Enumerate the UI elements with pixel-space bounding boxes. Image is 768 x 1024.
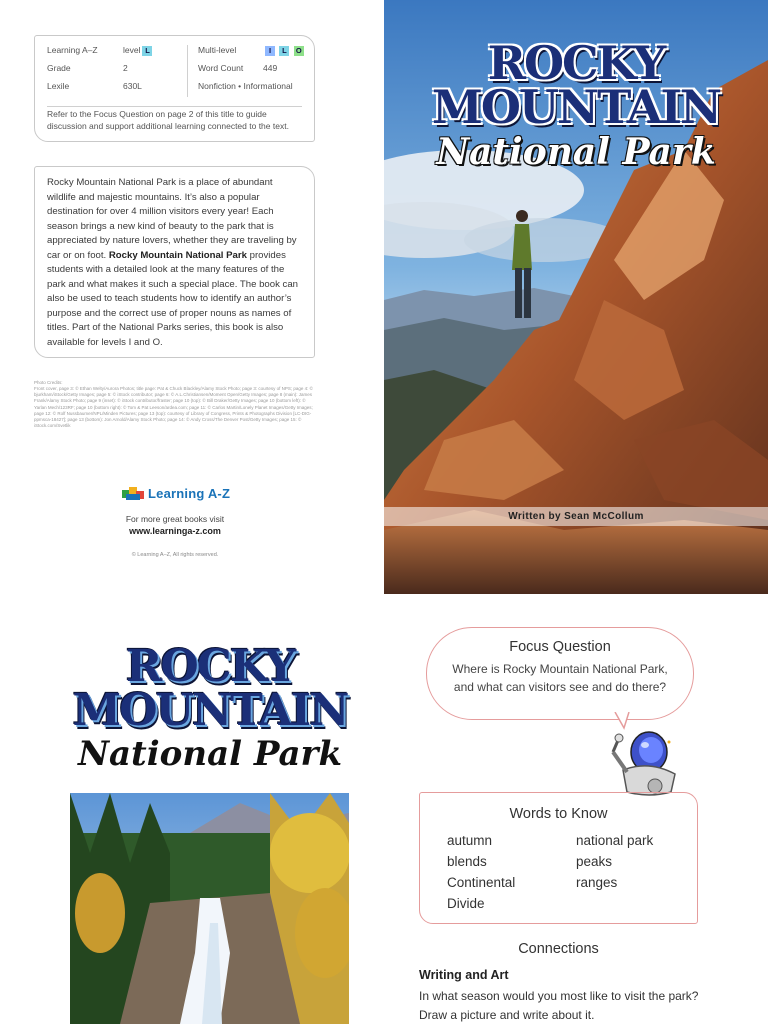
focus-question-line-2: and what can visitors see and do there?: [453, 680, 667, 694]
info-label-wordcount: Word Count: [198, 63, 244, 73]
description-card: [34, 166, 315, 358]
cover-author: Written by Sean McCollum: [384, 507, 768, 526]
description-text-1: Rocky Mountain National Park is a place of abundant wildlife and majestic mountains. It’s also a popular destination for over 4 million visitors every year! Each season brings a new kind of beauty to the park that is appreciated by nature lovers, whether they are traveling by car or on foot.: [47, 177, 297, 261]
connections-title: Connections: [518, 941, 599, 957]
photo-credits: Front cover, page 3: © Ethan Welty/Aurora Photos; title page: Pat & Chuck Blackley/Alamy Stock Photo; page 3: courtesy of NPS; page 4: © bjurkham/iStock/Getty Images; page 5: © iStock contributor; page 6: © A.L.Christiansen/Moment Open/Getty Images; page 8 (main): James Frank/Alamy Stock Photo; page 9 (inset): © iStock contributor/fraster; page 10 (top): © Bill Draker/Getty Images; page 10 (bottom left): © Yarlan Mech/123RF; page 10 (bottom right): © Tom & Pat Leeson/ardea.com; page 11: © Carlos Martin/Lonely Planet Images/Getty Images; page 12: © Rolf Nussbaumer/NPL/Minden Pictures; page 13 (top): courtesy of Library of Congress, Prints & Photographs Division [LC-DIG-ppmsca-18427]; page 13 (bottom): Jon Arnold/Alamy Stock Photo; page 14: © Andy Cross/The Denver Post/Getty Images; page 15: © iStock.com/Svetlik: [34, 386, 313, 429]
focus-question-text: [427, 660, 693, 696]
focus-question-title: Focus Question: [509, 639, 611, 655]
info-value-lexile: 630L: [123, 81, 142, 91]
copyright: © Learning A–Z, All rights reserved.: [131, 552, 219, 558]
word-item: peaks: [576, 854, 613, 869]
waterfall-photo-art: [70, 793, 349, 1024]
speech-bubble-tail: [614, 712, 632, 730]
description-text-2: provides students with a detailed look at the many features of the park and what makes it such a special place. The book can also be used to teach students how to identify an author’s purpose and the correct use of proper nouns as names of titles. Part of the National Parks series, this book is also available for levels I and O.: [47, 249, 299, 348]
level-badge-l: L: [142, 46, 152, 56]
cover-title-mountain: MOUNTAIN: [431, 80, 721, 134]
info-label-learning-az: Learning A–Z: [47, 45, 98, 55]
learning-az-logo-text: Learning A-Z: [148, 486, 231, 501]
focus-note: Refer to the Focus Question on page 2 of this title to guide discussion and support additional learning connected to the text.: [47, 109, 289, 131]
info-value-grade: 2: [123, 63, 128, 73]
title-page-mountain: MOUNTAIN: [72, 685, 348, 736]
word-item: autumn: [447, 833, 493, 848]
learning-az-logo-icon: [122, 487, 144, 501]
level-badge-o: O: [294, 46, 304, 56]
book-info-grid: [47, 45, 302, 101]
level-badge-i: I: [265, 46, 275, 56]
photo-credits-label: Photo Credits:: [34, 380, 63, 385]
info-level: [123, 45, 152, 56]
waterfall-photo: [70, 793, 349, 1024]
words-column-1: [447, 830, 515, 914]
info-level-text: level: [123, 45, 141, 55]
info-divider: [187, 45, 188, 97]
word-item: national park: [576, 833, 654, 848]
learning-az-logo: [122, 486, 230, 501]
info-value-wordcount: 449: [263, 63, 278, 73]
title-page-rocky: ROCKY: [125, 641, 295, 692]
word-item: blends: [447, 854, 487, 869]
cover-title-rocky: ROCKY: [487, 36, 665, 90]
connections-text: In what season would you most like to visit the park? Draw a picture and write about it.: [419, 989, 699, 1022]
focus-question-line-1: Where is Rocky Mountain National Park,: [452, 662, 668, 676]
word-item: ranges: [576, 875, 618, 890]
words-to-know-title: Words to Know: [509, 806, 608, 822]
hiker-figure: [512, 210, 532, 318]
info-label-grade: Grade: [47, 63, 71, 73]
publisher-url[interactable]: www.learninga-z.com: [129, 526, 221, 536]
title-page-national-park: National Park: [77, 734, 343, 774]
multilevel-badges: [263, 45, 304, 56]
info-genre: Nonfiction • Informational: [198, 81, 293, 91]
info-hr: [47, 106, 302, 107]
robot-mascot-icon: [605, 730, 680, 798]
publisher-tagline: For more great books visit: [125, 514, 225, 524]
connections-subtitle: Writing and Art: [419, 968, 509, 982]
book-cover: [384, 0, 768, 594]
word-item: Continental: [447, 875, 516, 890]
level-badge-l2: L: [279, 46, 289, 56]
focus-question-bubble: [426, 627, 694, 720]
words-to-know-card: [419, 792, 698, 924]
cover-title: [384, 36, 768, 173]
book-info-card: [34, 35, 315, 142]
title-page-title: [60, 641, 360, 774]
words-column-2: [576, 830, 653, 893]
info-label-multilevel: Multi-level: [198, 45, 237, 55]
cover-title-national-park: National Park: [436, 131, 716, 173]
description-book-title: Rocky Mountain National Park: [108, 249, 247, 261]
word-item: Divide: [447, 896, 485, 911]
info-label-lexile: Lexile: [47, 81, 70, 91]
